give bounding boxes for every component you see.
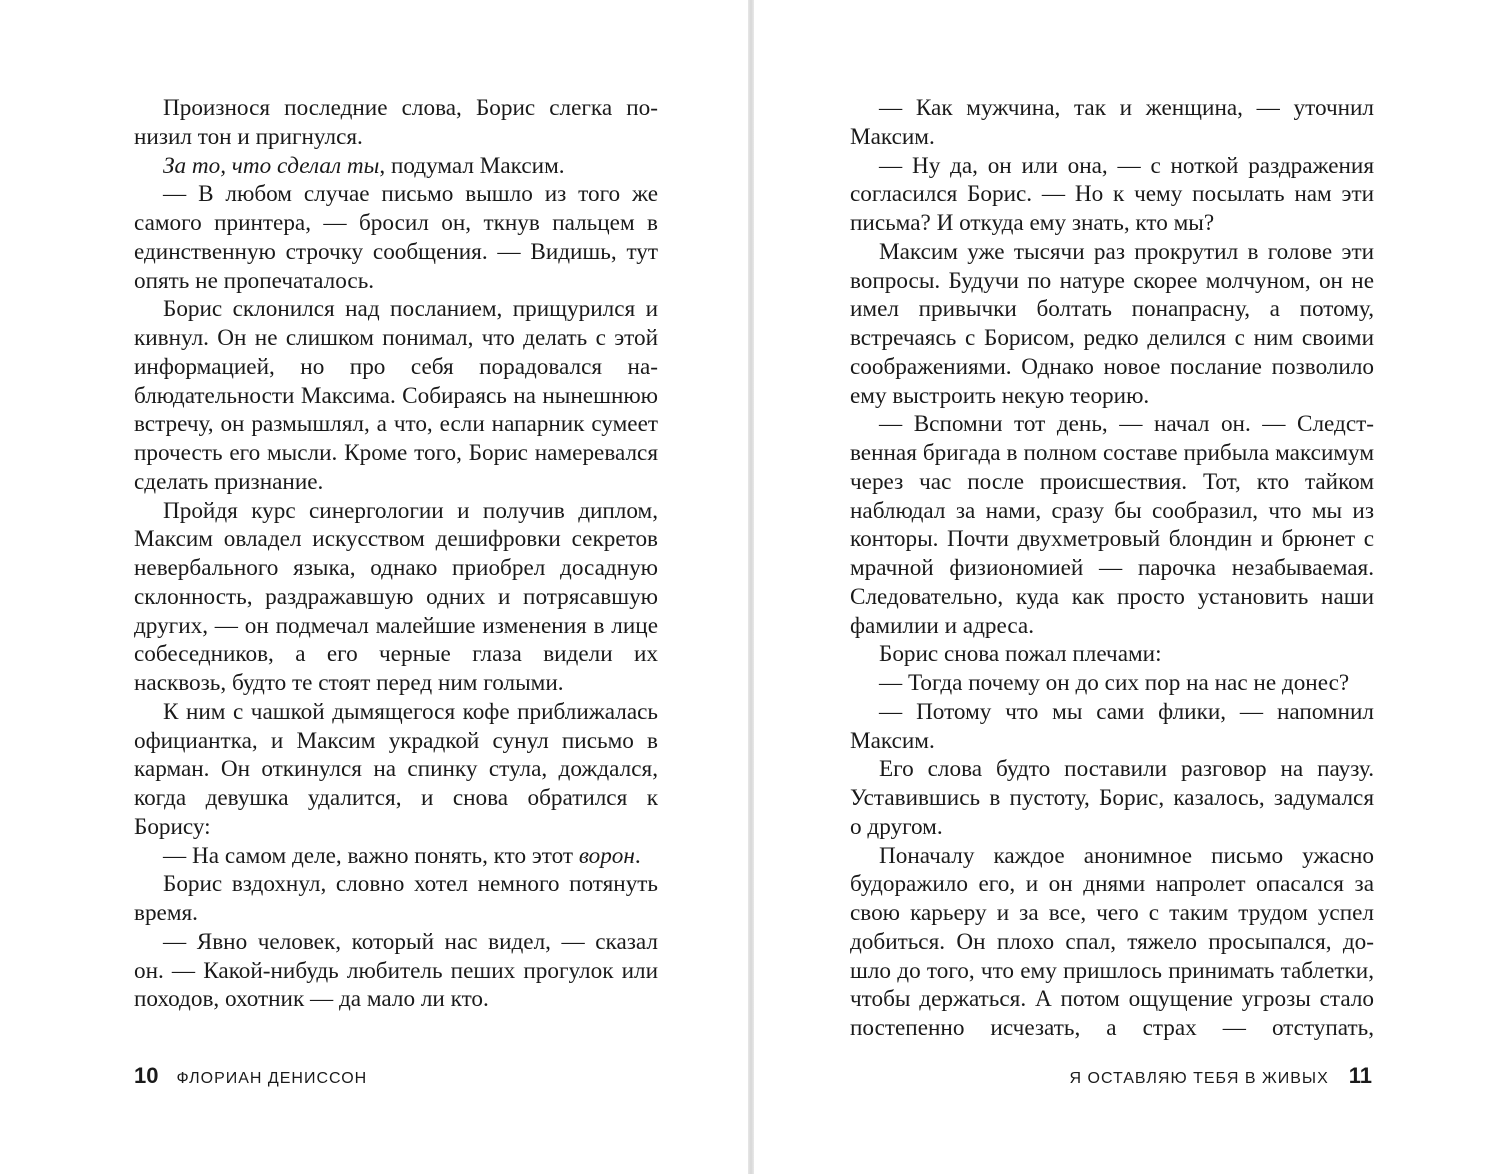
quote-lead: — На самом деле, важно понять, кто этот (163, 842, 579, 869)
paragraph-thought (134, 152, 658, 181)
right-footer (1070, 1063, 1372, 1087)
paragraph: — Ну да, он или она, — с ноткой раздражения согласился Борис. — Но к чему посылать нам эти письма? И откуда ему знать, кто мы? (850, 152, 1374, 236)
thought-italic: За то, что сделал ты (163, 152, 380, 179)
paragraph: Борис склонился над посланием, прищурился и кивнул. Он не слишком понимал, что делать с этой информацией, но про себя порадовался наблюдательности Максима. Собираясь на нынешнюю встречу, он размышлял, а что, если напарник сумеет прочесть его мысли. Кроме того, Борис намеревался сделать признание. (134, 296, 658, 495)
paragraph: — Тогда почему он до сих пор на нас не донес? (879, 670, 1350, 696)
paragraph: — В любом случае письмо вышло из того же самого принтера, — бросил он, ткнув пальцем в единственную строчку сообщения. — Видишь, тут опять не пропечаталось. (134, 181, 658, 294)
paragraph: Произнося последние слова, Борис слегка понизил тон и пригнулся. (134, 95, 658, 150)
left-page (0, 0, 748, 1174)
paragraph: Максим уже тысячи раз прокрутил в голове эти вопросы. Будучи по натуре скорее молчуном, он не имел привычки болтать понапрасну, а потому, встречаясь с Борисом, редко делился с ним своими соображениями. Однако новое послание позволило ему выстроить некую теорию. (850, 238, 1374, 409)
paragraph: Его слова будто поставили разговор на паузу. Уставившись в пустоту, Борис, казалось, задумался о другом. (850, 756, 1374, 840)
right-page (754, 0, 1500, 1174)
paragraph: К ним с чашкой дымящегося кофе приближалась официантка, и Максим украдкой сунул письмо в карман. Он откинулся на спинку стула, дождался, когда девушка удалится, и снова обратился к Борису: (134, 698, 658, 840)
running-head-title: Я ОСТАВЛЯЮ ТЕБЯ В ЖИВЫХ (1069, 1070, 1329, 1087)
paragraph: Борис снова пожал плечами: (879, 641, 1162, 668)
paragraph: — Потому что мы сами флики, — напомнил Максим. (850, 698, 1374, 754)
left-page-text (134, 94, 658, 1014)
paragraph: Борис вздохнул, словно хотел немного потянуть время. (134, 871, 658, 926)
paragraph-quote (134, 842, 658, 871)
thought-rest: , подумал Максим. (379, 152, 565, 179)
paragraph: — Как мужчина, так и женщина, — уточнил Максим. (850, 95, 1374, 150)
page-number: 10 (134, 1063, 159, 1088)
paragraph: Поначалу каждое анонимное письмо ужасно будоражило его, и он днями напролет опасался за свою карьеру и за все, чего с таким трудом успел добиться. Он плохо спал, тяжело просыпался, дошло до того, что ему пришлось принимать таблетки, чтобы держаться. А потом ощущение угрозы стало постепенно исчезать, а страх — отступать, (850, 842, 1374, 1041)
running-head-author: ФЛОРИАН ДЕНИССОН (176, 1070, 368, 1087)
paragraph: — Явно человек, который нас видел, — сказал он. — Какой-нибудь любитель пеших прогулок или походов, охотник — да мало ли кто. (134, 928, 658, 1013)
paragraph: Пройдя курс синергологии и получив диплом, Максим овладел искусством дешифровки секретов невербального языка, однако приобрел досадную склонность, раздражавшую одних и потрясавшую других, — он подмечал малейшие изменения в лице собеседников, а его черные глаза видели их насквозь, будто те стоят перед ним голыми. (134, 497, 658, 696)
quote-end: . (634, 842, 641, 869)
quote-italic: ворон (578, 842, 635, 869)
paragraph: — Вспомни тот день, — начал он. — Следственная бригада в полном составе прибыла максимум через час после происшествия. Тот, кто тайком наблюдал за нами, сразу бы сообразил, что мы из конторы. Почти двухметровый блондин и брюнет с мрачной физиономией — парочка незабываемая. Следовательно, куда как просто установить наши фамилии и адреса. (850, 411, 1374, 639)
left-footer (134, 1063, 367, 1087)
page-number: 11 (1348, 1063, 1372, 1088)
right-page-text (850, 94, 1374, 1043)
